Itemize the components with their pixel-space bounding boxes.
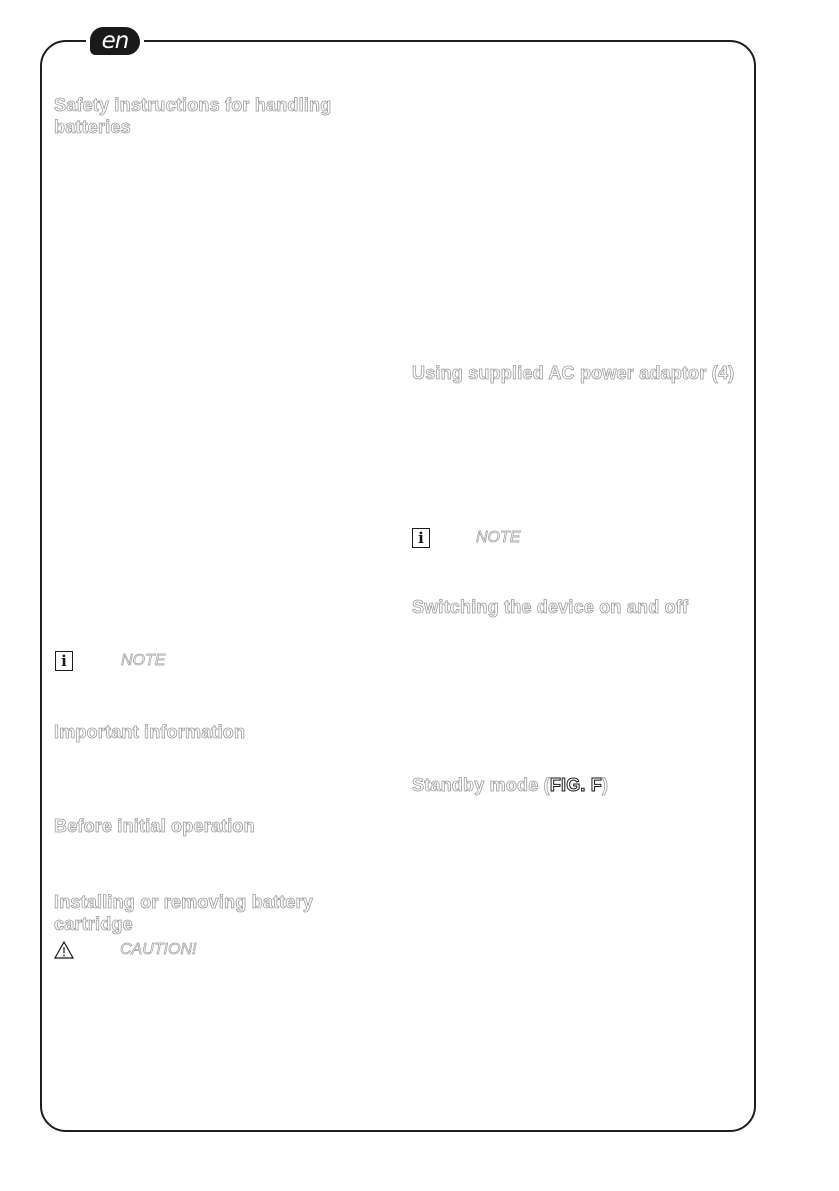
safety-heading-line1: Safety instructions for handling: [54, 95, 332, 115]
adaptor-heading: Using supplied AC power adaptor (4): [412, 363, 735, 383]
page-frame: [40, 40, 756, 1132]
standby-heading-suffix: ): [602, 775, 609, 795]
standby-heading-prefix: Standby mode (: [412, 775, 550, 795]
before-heading: Before initial operation: [54, 816, 255, 836]
installing-heading: [54, 891, 313, 935]
standby-heading-fig: FIG. F: [549, 775, 603, 795]
important-heading: Important information: [54, 722, 246, 742]
caution-left: [54, 939, 196, 961]
info-icon: i: [55, 651, 73, 671]
installing-heading-line1: Installing or removing battery: [54, 892, 314, 912]
safety-heading-line2: batteries: [54, 117, 131, 137]
switching-heading: Switching the device on and off: [412, 597, 689, 617]
note-left: [55, 650, 165, 672]
note-right: [412, 527, 520, 549]
safety-heading: [54, 94, 331, 138]
installing-heading-line2: cartridge: [54, 914, 133, 934]
caution-label: CAUTION!: [120, 941, 197, 958]
standby-heading: [412, 774, 608, 796]
warning-triangle-icon: [54, 941, 74, 959]
note-label-right: NOTE: [476, 529, 521, 546]
language-badge-label: en: [90, 27, 140, 55]
language-badge: [86, 25, 144, 57]
info-icon: i: [412, 528, 430, 548]
note-label-left: NOTE: [121, 652, 166, 669]
